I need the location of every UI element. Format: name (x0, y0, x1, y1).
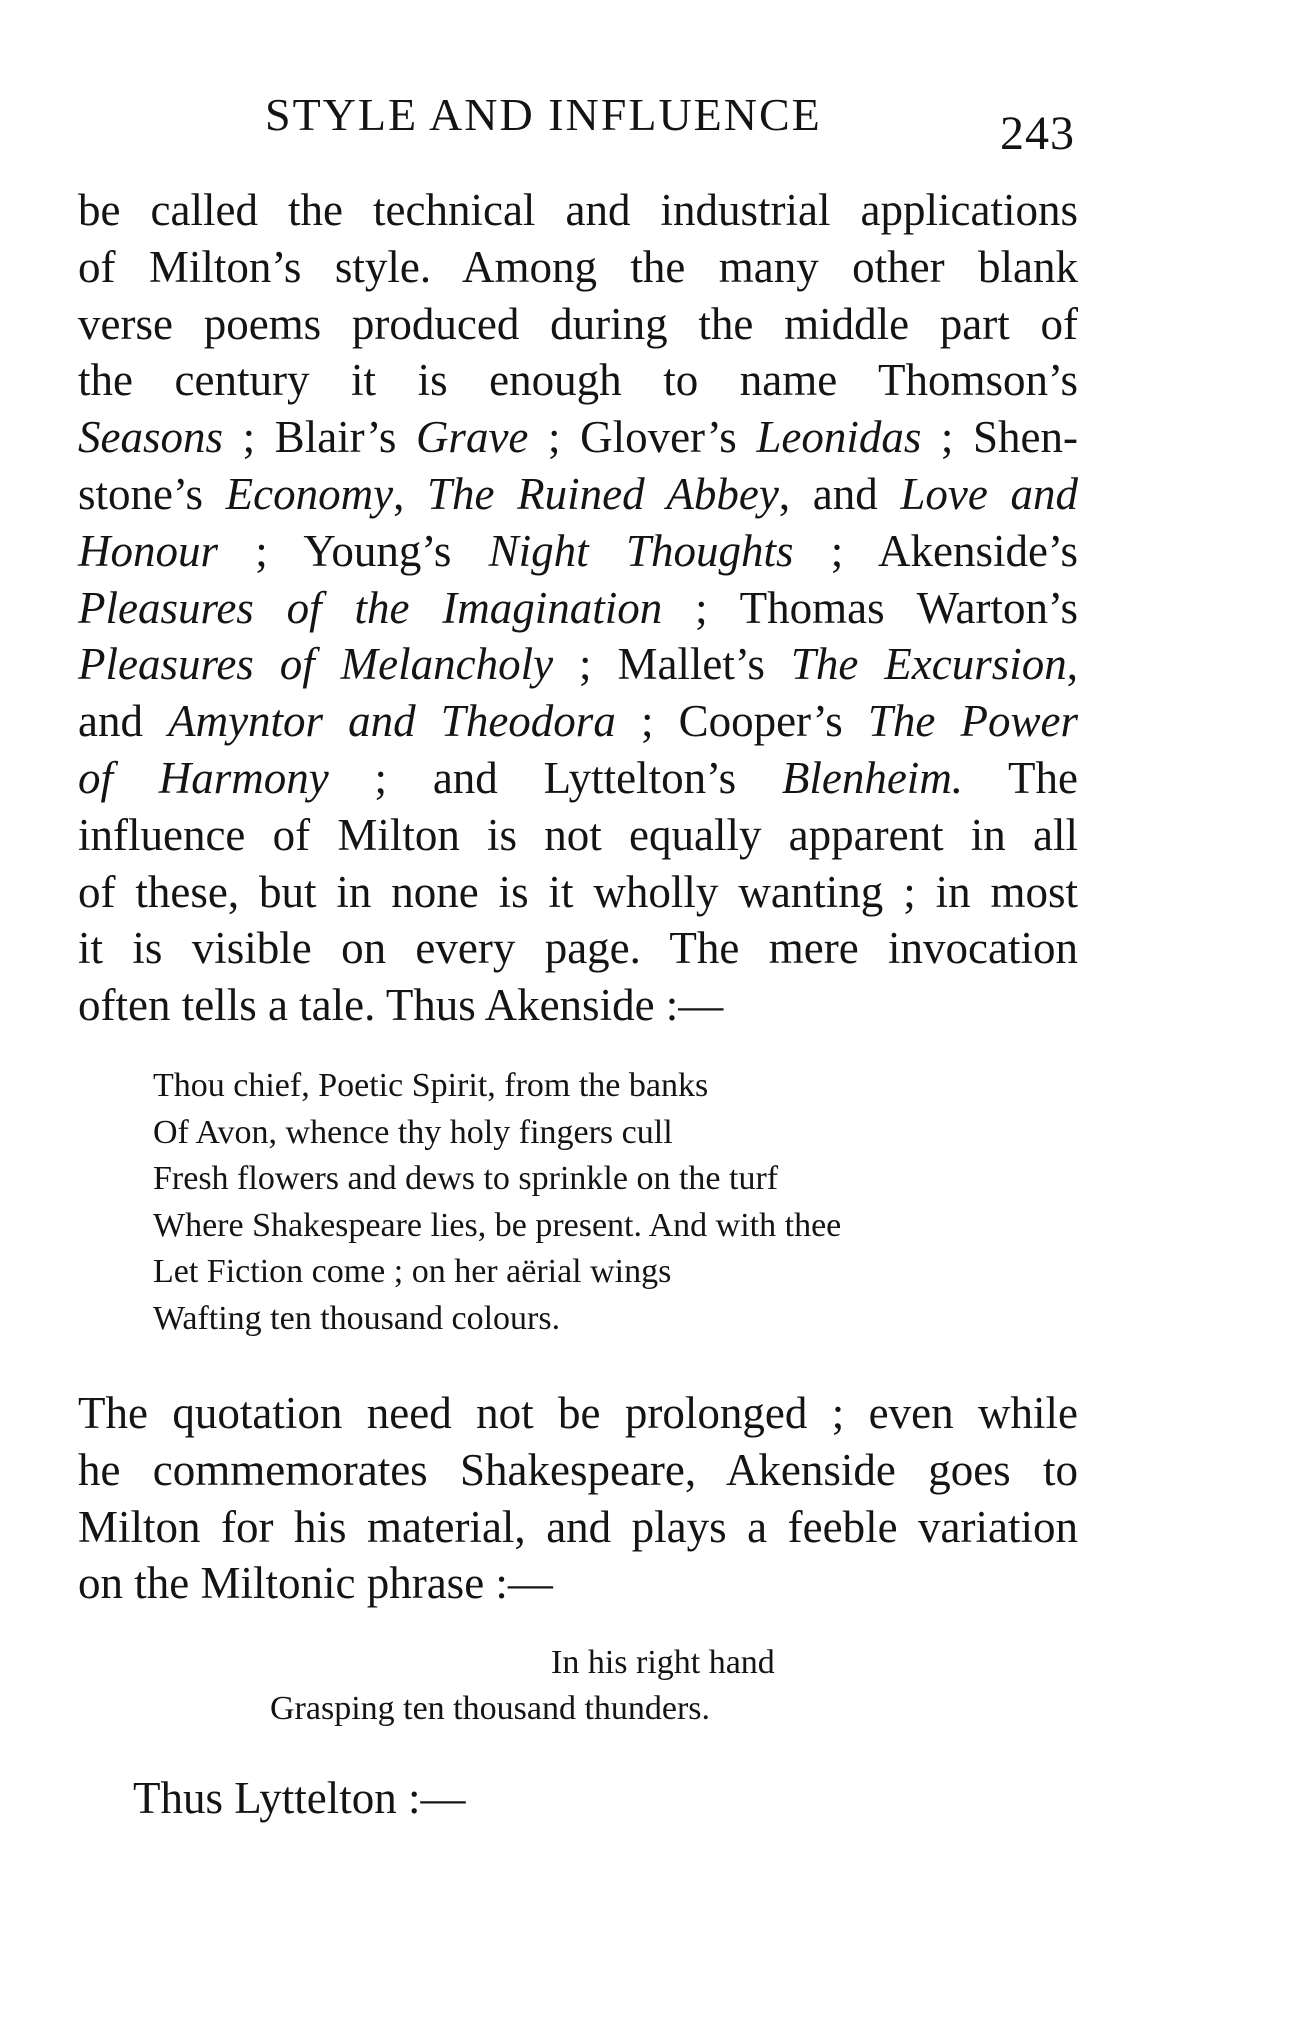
text-line (78, 636, 1078, 693)
text-line: he commemorates Shakespeare, Akenside goes to (78, 1444, 1078, 1495)
text-run: , and (778, 468, 901, 519)
text-line (78, 807, 1078, 864)
text-line (78, 693, 1078, 750)
verse-line: Thou chief, Poetic Spirit, from the banks (153, 1067, 709, 1104)
italic-title: Seasons (78, 412, 223, 463)
text-run: , (1066, 639, 1078, 690)
text-line: The quotation need not be prolonged ; even while (78, 1388, 1078, 1438)
text-line (78, 239, 1078, 296)
verse-line: In his right hand (551, 1644, 775, 1681)
italic-title: Pleasures of the Imagination (78, 582, 663, 633)
italic-title: Honour (78, 525, 219, 576)
text-line: Thus Lyttelton :— (133, 1773, 466, 1823)
verse-line: Fresh flowers and dews to sprinkle on the turf (153, 1160, 779, 1197)
text-line (78, 352, 1078, 409)
italic-title: Night Thoughts (488, 525, 794, 576)
italic-title: Economy (225, 468, 394, 519)
text-run: ; and Lyttelton’s (328, 752, 782, 803)
verse-quotation-akenside (153, 1063, 841, 1342)
text-run: ; Akenside’s (793, 525, 1079, 576)
text-run: ; Shen- (921, 412, 1078, 463)
italic-title: Grave (415, 412, 529, 463)
italic-title: Love and (900, 468, 1078, 519)
page-number: 243 (1000, 107, 1075, 160)
text-line (78, 523, 1078, 580)
verse-line: Where Shakespeare lies, be present. And with thee (153, 1206, 842, 1244)
text-run: ; Thomas Warton’s (662, 582, 1078, 633)
text-line (78, 296, 1078, 353)
text-run: verse poems produced during the middle part of (78, 298, 1078, 349)
text-run: be called the technical and industrial applications (78, 185, 1078, 235)
text-line (78, 977, 1078, 1034)
italic-title: Leonidas (756, 412, 922, 463)
running-title: STYLE AND INFLUENCE (265, 89, 822, 140)
text-line (78, 920, 1078, 977)
text-line (78, 864, 1078, 921)
text-line (78, 580, 1078, 637)
text-run: ; Glover’s (528, 412, 757, 463)
text-line: Milton for his material, and plays a feeble variation (78, 1501, 1078, 1552)
paragraph-1 (78, 182, 1078, 1034)
text-run: stone’s (78, 468, 226, 519)
verse-line: Let Fiction come ; on her aërial wings (153, 1253, 672, 1290)
text-run: and (78, 696, 169, 747)
text-run: of Milton’s style. Among the many other blank (78, 241, 1078, 292)
text-line (78, 750, 1078, 807)
text-run: the century it is enough to name Thomson’s (78, 355, 1078, 406)
text-line (78, 409, 1078, 466)
text-run: , (393, 468, 427, 519)
paragraph-2 (78, 1385, 1078, 1612)
text-run: ; Mallet’s (553, 639, 791, 690)
verse-line: Wafting ten thousand colours. (153, 1299, 561, 1337)
italic-title: The Power (867, 696, 1078, 747)
text-run: ; Blair’s (223, 412, 416, 463)
verse-line: Grasping ten thousand thunders. (270, 1690, 711, 1727)
italic-title: Amyntor and Theodora (168, 696, 616, 747)
text-line: on the Miltonic phrase :— (78, 1558, 553, 1609)
text-run: it is visible on every page. The mere invocation (78, 923, 1078, 974)
verse-line: Of Avon, whence thy holy fingers cull (153, 1113, 673, 1151)
text-run: ; Cooper’s (615, 696, 868, 747)
paragraph-3 (133, 1770, 1133, 1827)
text-run: influence of Milton is not equally apparent in all (78, 809, 1078, 860)
text-run: often tells a tale. Thus Akenside :— (78, 980, 724, 1031)
italic-title: of Harmony (78, 752, 329, 803)
text-run: of these, but in none is it wholly wanting ; in most (78, 866, 1078, 917)
text-line (78, 182, 1078, 239)
text-run: The (963, 752, 1078, 803)
italic-title: The Ruined Abbey (426, 468, 779, 519)
text-line (78, 466, 1078, 523)
italic-title: Pleasures of Melancholy (78, 639, 554, 690)
text-run: ; Young’s (218, 525, 489, 576)
italic-title: Blenheim. (781, 752, 964, 803)
italic-title: The Excursion (790, 639, 1067, 690)
